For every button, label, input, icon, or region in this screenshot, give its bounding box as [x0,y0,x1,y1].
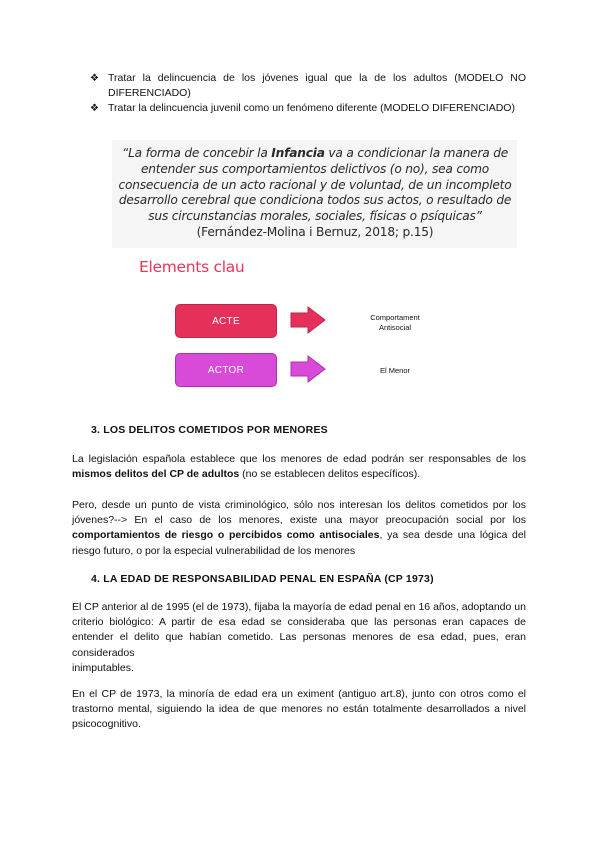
paragraph-criminologico [72,498,526,559]
bold-run: mismos delitos del CP de adultos [72,468,240,481]
acte-box: ACTE [175,304,277,338]
text-run: , ya sea desde una lógica del riesgo futuro, o por la especial vulnerabilidad de los menores [72,529,526,557]
text-run: inimputables. [72,661,134,674]
bold-run: comportamientos de riesgo o percibidos como antisociales [72,529,380,542]
actor-box: ACTOR [175,353,277,387]
paragraph-minoria-edad: En el CP de 1973, la minoría de edad era un eximent (antiguo art.8), junto con otros como el trastorno mental, siguiendo la idea de que menores no están totalmente desarrollados a nivel psicocognitivo. [72,688,526,731]
paragraph-cp-1973 [72,600,526,676]
acte-result-line: Antisocial [378,323,412,332]
actor-arrow-icon [291,356,325,382]
actor-result-label: El Menor [379,366,410,375]
quote-highlight: Infancia [271,146,325,160]
bullet-text: Tratar la delincuencia juvenil como un fenómeno diferente (MODELO DIFERENCIADO) [108,102,515,114]
quote-part: “La forma de concebir la [121,146,272,160]
text-run: El CP anterior al de 1995 (el de 1973), fijaba la mayoría de edad penal en 16 años, adoptando un criterio biológico: A partir de esa edad se consideraba que las personas eran capaces de entender el delito que habían cometido. Las personas menores de esa edad, pues, eran considerados [72,601,526,659]
text-run: (no se establecen delitos específicos). [239,468,421,481]
section-3-heading: 3. LOS DELITOS COMETIDOS POR MENORES [91,424,328,436]
acte-result-label [355,313,435,333]
acte-result-line: Comportament [370,313,420,322]
section-4-heading: 4. LA EDAD DE RESPONSABILIDAD PENAL EN ESPAÑA (CP 1973) [91,573,434,585]
diamond-bullet-icon: ❖ [90,103,99,114]
acte-arrow-icon [291,307,325,333]
elements-title: Elements clau [139,258,245,276]
quote-citation: (Fernández-Molina i Bernuz, 2018; p.15) [196,224,434,239]
bullet-text: Tratar la delincuencia de los jóvenes igual que la de los adultos (MODELO NO DIFERENCIADO) [108,72,526,99]
text-run: La legislación española establece que los menores de edad podrán ser responsables de los [72,453,526,465]
paragraph-legislacion [72,452,526,482]
quote-part: va a condicionar la manera de entender sus comportamientos delictivos (o no), sea como consecuencia de un acto racional y de voluntad, de un incompleto desarrollo cerebral que condiciona todos sus actos, o resultado de sus circunstancias morales, sociales, físicas o psíquicas” [118,146,512,224]
text-run: Pero, desde un punto de vista criminológico, sólo nos interesan los delitos cometidos por los jóvenes?--> En el caso de los menores, existe una mayor preocupación social por los [72,499,526,527]
diamond-bullet-icon: ❖ [90,73,99,84]
